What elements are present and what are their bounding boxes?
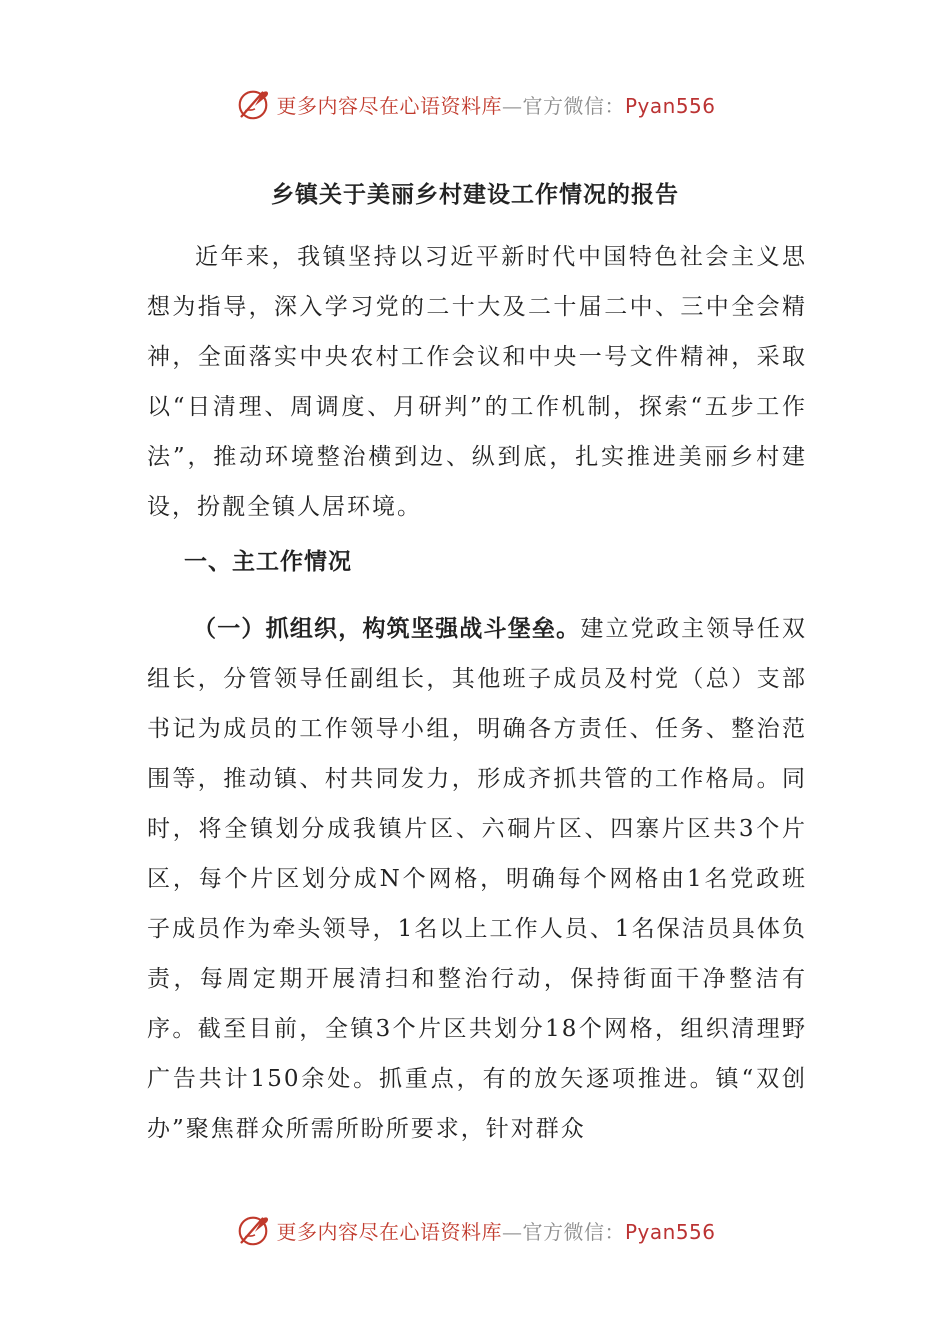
watermark-banner-top xyxy=(0,82,950,126)
watermark-banner-bottom xyxy=(0,1208,950,1252)
section-paragraph xyxy=(147,604,807,1154)
paragraph-body: 建立党政主领导任双组长，分管领导任副组长，其他班子成员及村党（总）支部书记为成员的工作领导小组，明确各方责任、任务、整治范围等，推动镇、村共同发力，形成齐抓共管的工作格局。同时，将全镇划分成我镇片区、六硐片区、四寨片区共3个片区，每个片区划分成N个网格，明确每个网格由1名党政班子成员作为牵头领导，1名以上工作人员、1名保洁员具体负责，每周定期开展清扫和整治行动，保持街面干净整洁有序。截至目前，全镇3个片区共划分18个网格，组织清理野广告共计150余处。抓重点，有的放矢逐项推进。镇“双创办”聚焦群众所需所盼所要求，针对群众 xyxy=(147,616,808,1142)
section-heading: 一、主工作情况 xyxy=(184,549,352,575)
intro-paragraph: 近年来，我镇坚持以习近平新时代中国特色社会主义思想为指导，深入学习党的二十大及二十届二中、三中全会精神，全面落实中央农村工作会议和中央一号文件精神，采取以“日清理、周调度、月研判”的工作机制，探索“五步工作法”，推动环境整治横到边、纵到底，扎实推进美丽乡村建设，扮靓全镇人居环境。 xyxy=(147,244,807,520)
document-title: 乡镇关于美丽乡村建设工作情况的报告 xyxy=(271,182,679,208)
quill-logo-icon xyxy=(234,1211,272,1249)
paragraph-lead: （一）抓组织，构筑坚强战斗堡垒。 xyxy=(193,616,581,642)
watermark-text: 更多内容尽在心语资料库—官方微信：Pyan556 xyxy=(276,93,716,118)
quill-logo-icon xyxy=(234,85,272,123)
watermark-text: 更多内容尽在心语资料库—官方微信：Pyan556 xyxy=(276,1219,716,1244)
